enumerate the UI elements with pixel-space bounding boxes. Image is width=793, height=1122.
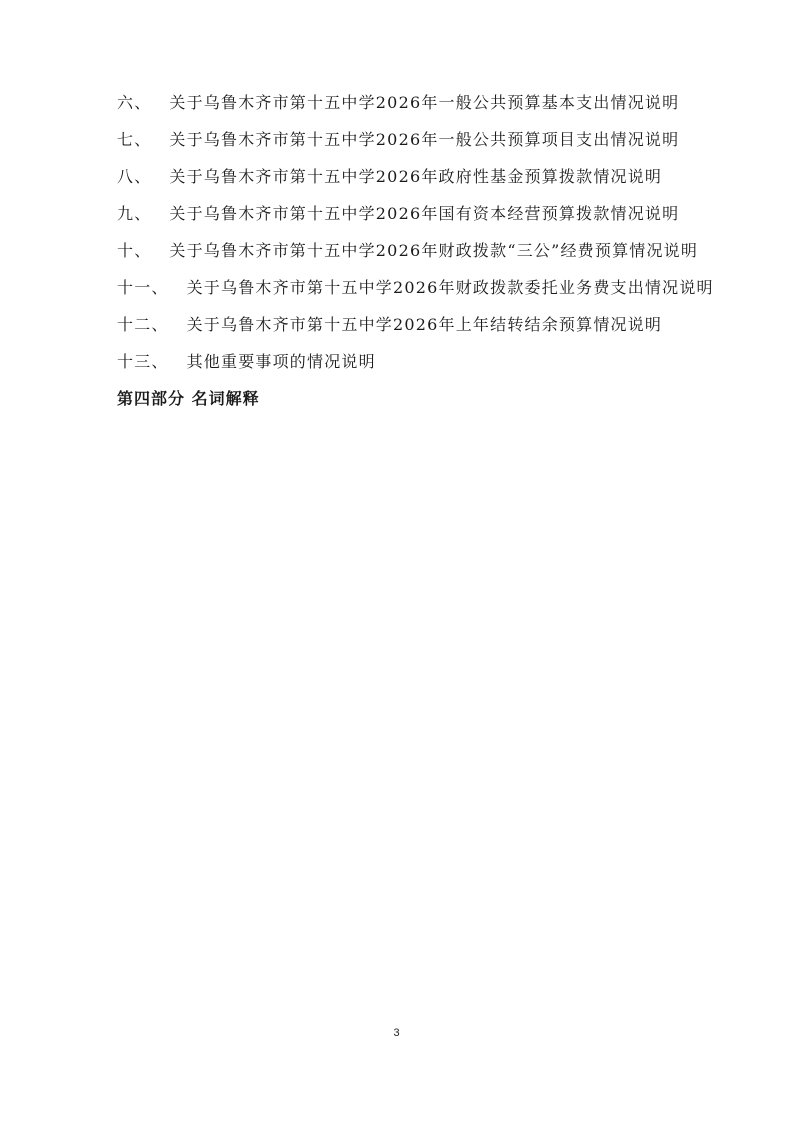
toc-item-text: 关于乌鲁木齐市第十五中学2026年财政拨款委托业务费支出情况说明 bbox=[186, 278, 714, 297]
toc-item-11 bbox=[79, 269, 715, 306]
toc-item-number: 九、 bbox=[117, 204, 152, 223]
toc-item-number: 六、 bbox=[117, 93, 152, 112]
toc-item-number: 十、 bbox=[117, 241, 152, 260]
section-heading: 第四部分 名词解释 bbox=[117, 389, 260, 408]
toc-item-text: 关于乌鲁木齐市第十五中学2026年上年结转结余预算情况说明 bbox=[186, 315, 663, 334]
toc-item-12 bbox=[79, 306, 715, 343]
toc-item-text: 关于乌鲁木齐市第十五中学2026年一般公共预算项目支出情况说明 bbox=[169, 130, 680, 149]
toc-item-7 bbox=[79, 121, 715, 158]
toc-item-9 bbox=[79, 195, 715, 232]
toc-item-text: 关于乌鲁木齐市第十五中学2026年国有资本经营预算拨款情况说明 bbox=[169, 204, 680, 223]
toc-item-number: 十二、 bbox=[117, 315, 169, 334]
toc-item-number: 十三、 bbox=[117, 352, 169, 371]
toc-item-6 bbox=[79, 84, 715, 121]
toc-item-8 bbox=[79, 158, 715, 195]
toc-item-text: 关于乌鲁木齐市第十五中学2026年政府性基金预算拨款情况说明 bbox=[169, 167, 663, 186]
toc-item-13 bbox=[79, 343, 715, 380]
table-of-contents bbox=[79, 84, 715, 417]
toc-item-text: 关于乌鲁木齐市第十五中学2026年一般公共预算基本支出情况说明 bbox=[169, 93, 680, 112]
toc-item-text: 其他重要事项的情况说明 bbox=[186, 352, 376, 371]
toc-item-number: 十一、 bbox=[117, 278, 169, 297]
toc-item-number: 八、 bbox=[117, 167, 152, 186]
toc-item-number: 七、 bbox=[117, 130, 152, 149]
page-number: 3 bbox=[393, 1027, 400, 1039]
toc-item-10 bbox=[79, 232, 715, 269]
toc-item-text: 关于乌鲁木齐市第十五中学2026年财政拨款“三公”经费预算情况说明 bbox=[169, 241, 699, 260]
